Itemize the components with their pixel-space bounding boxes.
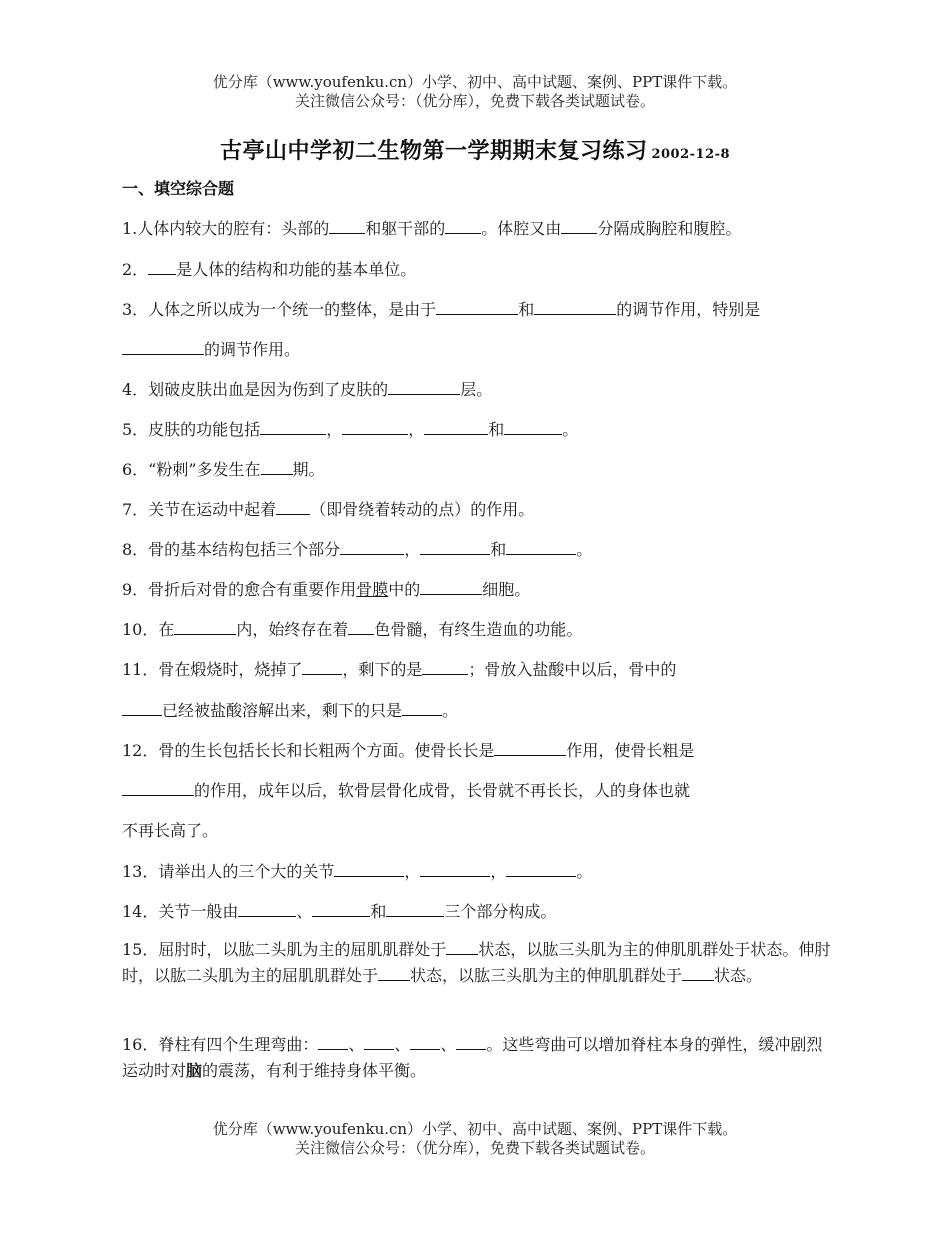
- question-7: [122, 497, 832, 520]
- question-text: 是人体的结构和功能的基本单位。: [176, 260, 417, 279]
- question-text: 层。: [460, 380, 493, 399]
- blank: [342, 420, 408, 435]
- question-text: 中的: [388, 580, 421, 599]
- question-1: [122, 216, 832, 239]
- document-title: [0, 134, 950, 165]
- blank: [122, 340, 204, 355]
- page-header: [0, 73, 950, 111]
- question-text: ，: [490, 862, 507, 881]
- question-2: [122, 257, 832, 280]
- question-text: 4．划破皮肤出血是因为伤到了皮肤的: [122, 380, 389, 399]
- question-10: [122, 617, 832, 640]
- question-text: 8．骨的基本结构包括三个部分: [122, 540, 341, 559]
- blank: [445, 219, 481, 234]
- question-text: 状态。: [714, 966, 763, 985]
- question-text: 状态，以肱三头肌为主的伸肌肌群处于: [478, 940, 751, 959]
- question-12-cont-2: [122, 818, 832, 841]
- question-text: 12．骨的生长包括长长和长粗两个方面。使骨长长是: [122, 741, 495, 760]
- question-text: 。这些弯曲可以增加脊柱本身的弹性，缓冲剧烈运动时对: [122, 1035, 823, 1080]
- question-text: 和: [370, 902, 387, 921]
- question-3-cont: [122, 337, 832, 360]
- blank: [402, 701, 442, 716]
- question-text: （即骨绕着转动的点）的作用。: [310, 500, 535, 519]
- question-text: 5．皮肤的功能包括: [122, 420, 261, 439]
- question-text: 不再长高了。: [122, 821, 219, 840]
- footer-line-2: 关注微信公众号：（优分库），免费下载各类试题试卷。: [294, 1139, 655, 1157]
- blank: [261, 460, 293, 475]
- question-text: 已经被盐酸溶解出来，剩下的只是: [162, 701, 403, 720]
- question-text: 内，始终存在着: [236, 620, 349, 639]
- blank: [682, 966, 714, 981]
- blank: [312, 902, 370, 917]
- question-text: 1.人体内较大的腔有：头部的: [122, 219, 330, 238]
- question-text: 13．请举出人的三个大的关节: [122, 862, 335, 881]
- header-line-2: 关注微信公众号：（优分库），免费下载各类试题试卷。: [294, 92, 655, 110]
- blank: [348, 620, 374, 635]
- question-12: [122, 738, 832, 761]
- question-14: [122, 899, 832, 922]
- blank: [238, 902, 296, 917]
- question-text: 。: [576, 540, 593, 559]
- blank: [420, 580, 482, 595]
- question-11-cont: [122, 698, 832, 721]
- question-11: [122, 657, 832, 680]
- question-text: 2．: [122, 260, 149, 279]
- question-text: 10．在: [122, 620, 175, 639]
- blank: [386, 902, 444, 917]
- question-text: 9．骨折后对骨的愈合有重要作用: [122, 580, 357, 599]
- question-text: 状态。伸肘时，以肱二头肌为主的屈肌肌群处于: [122, 940, 831, 985]
- question-text: 和躯干部的: [365, 219, 446, 238]
- question-text: 色骨髓，有终生造血的功能。: [374, 620, 583, 639]
- blank: [422, 660, 468, 675]
- question-text: 7．关节在运动中起着: [122, 500, 277, 519]
- question-text: 16．脊柱有四个生理弯曲：: [122, 1035, 319, 1054]
- question-text: 状态，以肱三头肌为主的伸肌肌群处于: [410, 966, 683, 985]
- blank: [302, 660, 342, 675]
- page-footer: [0, 1120, 950, 1158]
- blank: [446, 940, 478, 955]
- blank: [494, 741, 566, 756]
- question-4: [122, 377, 832, 400]
- question-3: [122, 297, 832, 320]
- blank: [378, 966, 410, 981]
- question-text: 的调节作用，特别是: [616, 300, 761, 319]
- blank: [561, 219, 597, 234]
- question-text: 分隔成胸腔和腹腔。: [597, 219, 742, 238]
- blank: [506, 862, 576, 877]
- question-text: 期。: [292, 460, 325, 479]
- question-12-cont: [122, 778, 832, 801]
- question-5: [122, 417, 832, 440]
- blank: [174, 620, 236, 635]
- question-text: 骨膜: [356, 580, 389, 599]
- question-text: 的震荡，有利于维持身体平衡。: [202, 1061, 427, 1080]
- question-text: 细胞。: [482, 580, 531, 599]
- blank: [318, 1035, 348, 1050]
- blank: [276, 500, 310, 515]
- blank: [334, 862, 404, 877]
- question-text: 的调节作用。: [204, 340, 301, 359]
- question-text: 和: [490, 540, 507, 559]
- blank: [260, 420, 326, 435]
- question-text: 、: [296, 902, 313, 921]
- question-text: 、: [394, 1035, 411, 1054]
- blank: [420, 862, 490, 877]
- question-6: [122, 457, 832, 480]
- question-text: 。体腔又由: [481, 219, 562, 238]
- question-text: 的作用，成年以后，软骨层骨化成骨，长骨就不再长长，人的身体也就: [194, 781, 691, 800]
- question-9: [122, 577, 832, 600]
- blank: [436, 300, 518, 315]
- section-heading: 一、填空综合题: [122, 179, 235, 198]
- question-15: [122, 937, 832, 989]
- header-line-1: 优分库（www.youfenku.cn）小学、初中、高中试题、案例、PPT课件下载。: [212, 73, 738, 91]
- question-text: 、: [440, 1035, 457, 1054]
- blank: [506, 540, 576, 555]
- question-text: 和: [518, 300, 535, 319]
- question-text: 脑: [186, 1061, 203, 1080]
- blank: [388, 380, 460, 395]
- question-13: [122, 859, 832, 882]
- question-text: 14．关节一般由: [122, 902, 239, 921]
- question-text: 。: [562, 420, 579, 439]
- footer-line-1: 优分库（www.youfenku.cn）小学、初中、高中试题、案例、PPT课件下载。: [212, 1120, 738, 1138]
- question-text: ；骨放入盐酸中以后，骨中的: [468, 660, 677, 679]
- question-text: 、: [348, 1035, 365, 1054]
- blank: [364, 1035, 394, 1050]
- question-text: 作用，使骨长粗是: [566, 741, 695, 760]
- question-text: ，剩下的是: [342, 660, 423, 679]
- question-text: 15．屈肘时，以肱二头肌为主的屈肌肌群处于: [122, 940, 447, 959]
- blank: [122, 701, 162, 716]
- blank: [420, 540, 490, 555]
- blank: [534, 300, 616, 315]
- blank: [424, 420, 488, 435]
- question-text: 6．“粉刺”多发生在: [122, 460, 261, 479]
- question-text: 11．骨在煅烧时，烧掉了: [122, 660, 303, 679]
- blank: [410, 1035, 440, 1050]
- blank: [456, 1035, 486, 1050]
- blank: [329, 219, 365, 234]
- blank: [148, 260, 176, 275]
- question-text: ，: [326, 420, 343, 439]
- question-text: 。: [576, 862, 593, 881]
- question-16: [122, 1032, 832, 1084]
- question-text: 和: [488, 420, 505, 439]
- title-date: 2002-12-8: [651, 147, 731, 162]
- question-text: 三个部分构成。: [444, 902, 557, 921]
- blank: [122, 781, 194, 796]
- title-main: 古亭山中学初二生物第一学期期末复习练习: [219, 138, 648, 164]
- blank: [340, 540, 404, 555]
- question-text: ，: [404, 862, 421, 881]
- question-text: ，: [404, 540, 421, 559]
- blank: [504, 420, 562, 435]
- question-8: [122, 537, 832, 560]
- question-text: ，: [408, 420, 425, 439]
- question-text: 。: [442, 701, 459, 720]
- question-text: 3．人体之所以成为一个统一的整体，是由于: [122, 300, 437, 319]
